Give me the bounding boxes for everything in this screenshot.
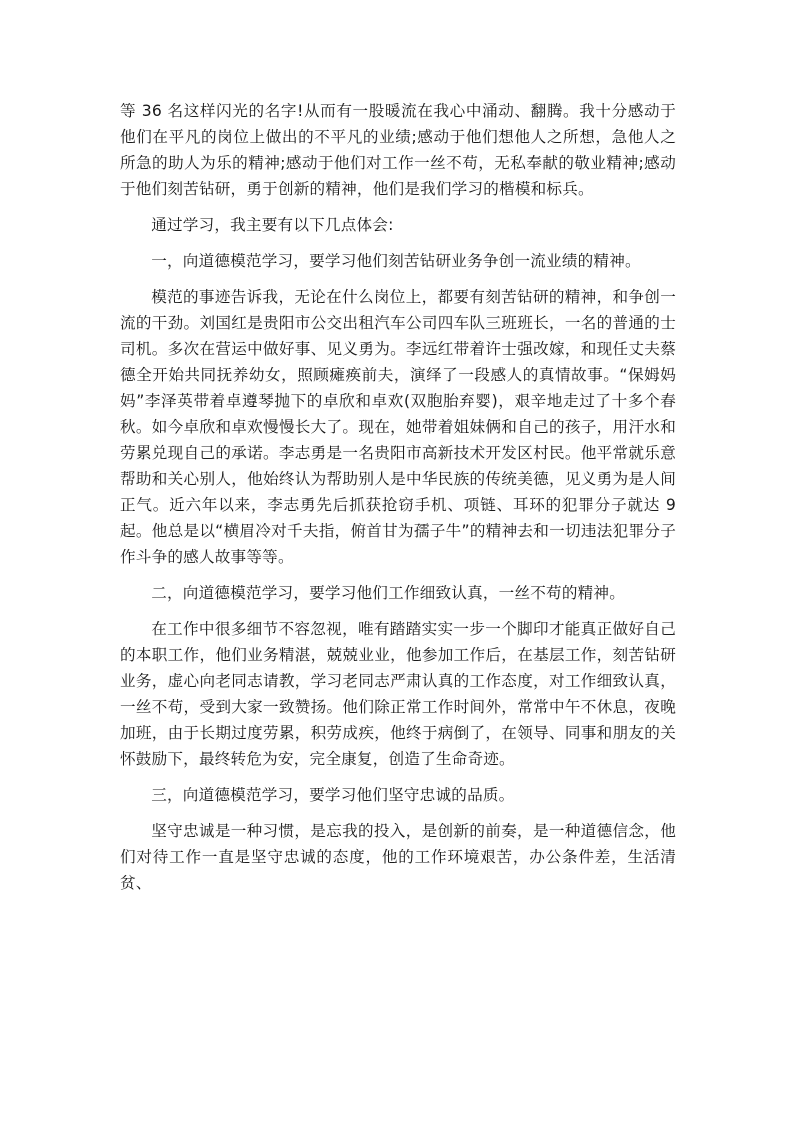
section-heading-3: 三，向道德模范学习，要学习他们坚守忠诚的品质。: [151, 786, 515, 804]
paragraph-intro: 等 36 名这样闪光的名字!从而有一股暖流在我心中涌动、翻腾。我十分感动于他们在平凡的岗位上做出的不平凡的业绩;感动于他们想他人之所想，急他人之所急的助人为乐的精神;感动于他们对工作一丝不苟，无私奉献的敬业精神;感动于他们刻苦钻研，勇于创新的精神，他们是我们学习的楷模和标兵。: [120, 102, 676, 198]
section-heading-2: 二，向道德模范学习，要学习他们工作细致认真，一丝不苟的精神。: [151, 584, 626, 602]
paragraph-section-1: 模范的事迹告诉我，无论在什么岗位上，都要有刻苦钻研的精神，和争创一流的干劲。刘国红是贵阳市公交出租汽车公司四车队三班班长，一名的普通的士司机。多次在营运中做好事、见义勇为。李远红带着许士强改嫁，和现任丈夫蔡德全开始共同抚养幼女，照顾瘫痪前夫，演绎了一段感人的真情故事。“保姆妈妈”李泽英带着卓遵琴抛下的卓欣和卓欢(双胞胎弃婴)，艰辛地走过了十多个春秋。如今卓欣和卓欢慢慢长大了。现在，她带着姐妹俩和自己的孩子，用汗水和劳累兑现自己的承诺。李志勇是一名贵阳市高新技术开发区村民。他平常就乐意帮助和关心别人，他始终认为帮助别人是中华民族的传统美德，见义勇为是人间正气。近六年以来，李志勇先后抓获抢窃手机、项链、耳环的犯罪分子就达 9 起。他总是以“横眉冷对千夫指，俯首甘为孺子牛”的精神去和一切违法犯罪分子作斗争的感人故事等等。: [120, 288, 676, 566]
document-page: [120, 98, 676, 906]
section-heading-1: 一，向道德模范学习，要学习他们刻苦钻研业务争创一流业绩的精神。: [151, 252, 641, 270]
paragraph-section-2: 在工作中很多细节不容忽视，唯有踏踏实实一步一个脚印才能真正做好自己的本职工作，他们业务精湛，兢兢业业，他参加工作后，在基层工作，刻苦钻研业务，虚心向老同志请教，学习老同志严肃认真的工作态度，对工作细致认真，一丝不苟，受到大家一致赞扬。他们除正常工作时间外，常常中午不休息，夜晚加班，由于长期过度劳累，积劳成疾，他终于病倒了，在领导、同事和朋友的关怀鼓励下，最终转危为安，完全康复，创造了生命奇迹。: [120, 620, 676, 768]
paragraph-summary-lead: 通过学习，我主要有以下几点体会:: [151, 216, 394, 234]
paragraph-section-3: 坚守忠诚是一种习惯，是忘我的投入，是创新的前奏，是一种道德信念，他们对待工作一直是坚守忠诚的态度，他的工作环境艰苦，办公条件差，生活清贫、: [120, 822, 676, 892]
